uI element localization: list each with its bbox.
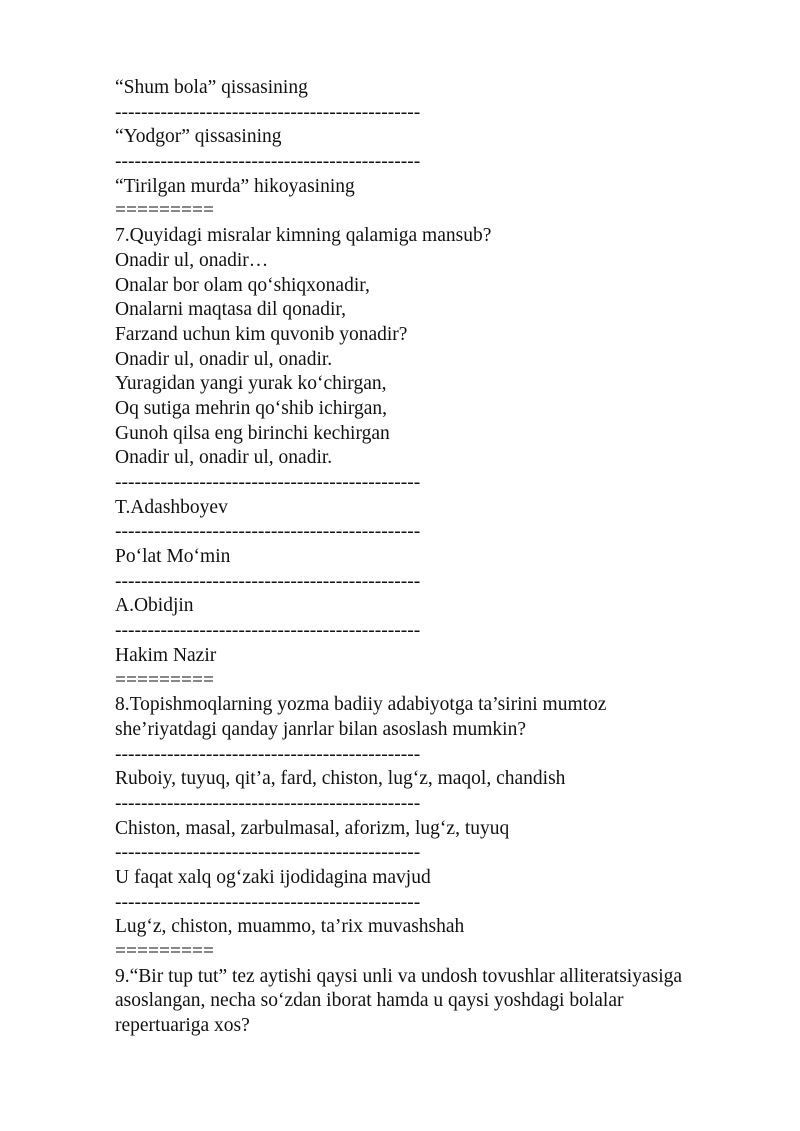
- poem-line: Yuragidan yangi yurak ko‘chirgan,: [115, 373, 387, 395]
- separator-line: -----------------------------------------------: [115, 620, 421, 642]
- question-divider: =========: [115, 941, 214, 963]
- separator-line: -----------------------------------------------: [115, 891, 421, 913]
- answer-option: Hakim Nazir: [115, 644, 217, 666]
- question-title: 8.Topishmoqlarning yozma badiiy adabiyotga ta’sirini mumtoz: [115, 694, 607, 716]
- answer-option: Chiston, masal, zarbulmasal, aforizm, lug‘z, tuyuq: [115, 817, 510, 839]
- answer-option: A.Obidjin: [115, 595, 194, 617]
- poem-line: Oq sutiga mehrin qo‘shib ichirgan,: [115, 397, 388, 419]
- separator-line: -----------------------------------------------: [115, 842, 421, 864]
- separator-line: -----------------------------------------------: [115, 101, 421, 123]
- poem-line: Onadir ul, onadir ul, onadir.: [115, 447, 333, 469]
- separator-line: -----------------------------------------------: [115, 472, 421, 493]
- question-divider: =========: [115, 200, 214, 222]
- answer-option: U faqat xalq og‘zaki ijodidagina mavjud: [115, 867, 431, 888]
- answer-option: T.Adashboyev: [115, 496, 228, 518]
- separator-line: -----------------------------------------------: [115, 151, 421, 173]
- question-title: 9.“Bir tup tut” tez aytishi qaysi unli va undosh tovushlar alliteratsiyasiga: [115, 965, 683, 987]
- poem-line: Gunoh qilsa eng birinchi kechirgan: [115, 422, 390, 444]
- answer-option: Po‘lat Mo‘min: [115, 546, 231, 568]
- separator-line: -----------------------------------------------: [115, 570, 421, 592]
- poem-line: Onadir ul, onadir ul, onadir.: [115, 348, 333, 370]
- poem-line: Onalar bor olam qo‘shiqxonadir,: [115, 274, 370, 296]
- poem-line: Onalarni maqtasa dil qonadir,: [115, 299, 346, 321]
- question-divider: =========: [115, 669, 214, 691]
- answer-option: “Yodgor” qissasining: [115, 126, 282, 148]
- answer-option: Lug‘z, chiston, muammo, ta’rix muvashshah: [115, 916, 465, 938]
- document-page: [115, 76, 755, 1039]
- answer-option: Ruboiy, tuyuq, qit’a, fard, chiston, lug‘z, maqol, chandish: [115, 768, 566, 790]
- poem-line: Onadir ul, onadir…: [115, 249, 269, 271]
- answer-option: “Tirilgan murda” hikoyasining: [115, 175, 355, 197]
- question-title: 7.Quyidagi misralar kimning qalamiga mansub?: [115, 225, 492, 247]
- question-title: asoslangan, necha so‘zdan iborat hamda u qaysi yoshdagi bolalar: [115, 990, 624, 1012]
- separator-line: -----------------------------------------------: [115, 792, 421, 814]
- question-title: she’riyatdagi qanday janrlar bilan asoslash mumkin?: [115, 718, 527, 740]
- separator-line: -----------------------------------------------: [115, 521, 421, 543]
- question-title: repertuariga xos?: [115, 1015, 250, 1037]
- separator-line: -----------------------------------------------: [115, 743, 421, 765]
- poem-line: Farzand uchun kim quvonib yonadir?: [115, 323, 408, 345]
- answer-option: “Shum bola” qissasining: [115, 77, 308, 98]
